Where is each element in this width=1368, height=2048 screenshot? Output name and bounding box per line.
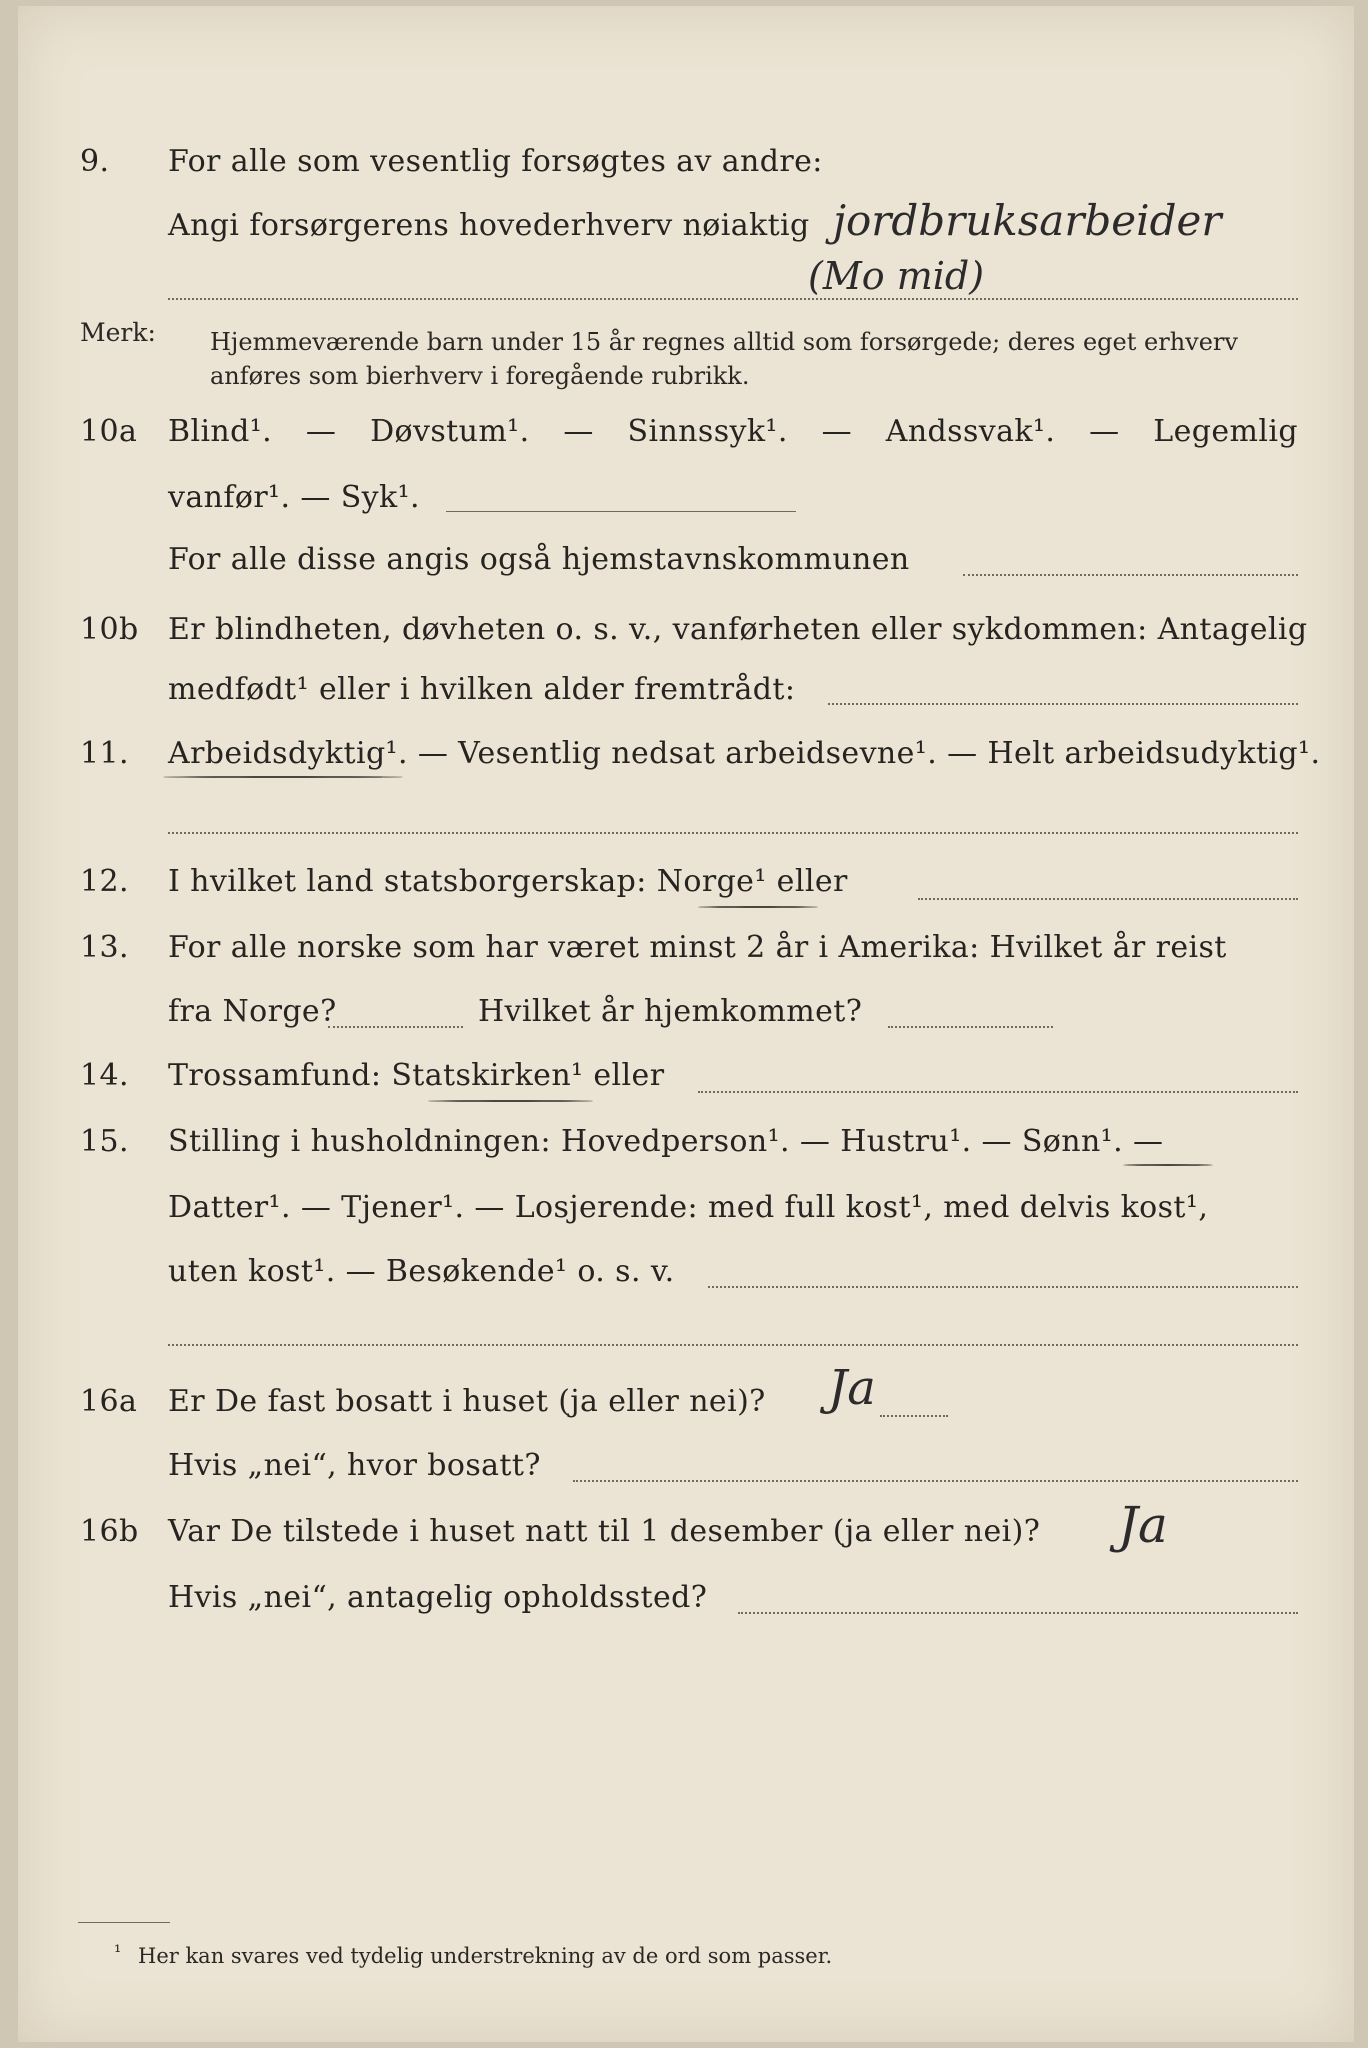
- dash: —: [821, 414, 852, 449]
- question-number: 10b: [80, 612, 139, 647]
- footnote-text: Her kan svares ved tydelig understrekning av de ord som passer.: [138, 1944, 833, 1968]
- question-text: Hvilket år hjemkommet?: [478, 994, 863, 1029]
- question-number: 11.: [80, 736, 129, 771]
- answer-line: [168, 298, 1298, 300]
- census-form-page: [18, 6, 1354, 2042]
- question-text: For alle norske som har været minst 2 år i Amerika: Hvilket år reist: [168, 930, 1227, 965]
- question-text: Er De fast bosatt i huset (ja eller nei)?: [168, 1384, 766, 1419]
- question-text: fra Norge?: [168, 994, 337, 1029]
- question-text: Er blindheten, døvheten o. s. v., vanførheten eller sykdommen: Antagelig: [168, 612, 1308, 647]
- underline-mark: [428, 1100, 593, 1102]
- underline-mark: [698, 906, 818, 908]
- answer-line: [328, 1026, 463, 1028]
- answer-line: [698, 1091, 1298, 1093]
- option-physically: Legemlig: [1153, 414, 1298, 449]
- question-text: medfødt¹ eller i hvilken alder fremtrådt:: [168, 672, 796, 707]
- answer-line: [738, 1612, 1298, 1614]
- footnote-mark: ¹: [114, 1942, 122, 1963]
- question-number: 12.: [80, 864, 129, 899]
- handwritten-occupation: jordbruksarbeider: [833, 196, 1222, 245]
- question-number: 15.: [80, 1124, 129, 1159]
- answer-line: [828, 703, 1298, 705]
- question-number: 16b: [80, 1514, 139, 1549]
- question-text: For alle disse angis også hjemstavnskommunen: [168, 542, 910, 577]
- question-text: vanfør¹. — Syk¹.: [168, 480, 420, 515]
- handwritten-answer: Ja: [828, 1360, 876, 1416]
- question-number: 9.: [80, 144, 110, 179]
- question-text: Arbeidsdyktig¹. — Vesentlig nedsat arbeidsevne¹. — Helt arbeidsudyktig¹.: [168, 736, 1321, 771]
- note-label: Merk:: [80, 318, 156, 347]
- question-text: I hvilket land statsborgerskap: Norge¹ eller: [168, 864, 848, 899]
- answer-line: [573, 1480, 1298, 1482]
- footnote-rule: [78, 1922, 170, 1923]
- question-text: Angi forsørgerens hovederhverv nøiaktig: [168, 208, 810, 243]
- question-text: uten kost¹. — Besøkende¹ o. s. v.: [168, 1254, 675, 1289]
- answer-line: [708, 1286, 1298, 1288]
- dash: —: [563, 414, 594, 449]
- dash: —: [1089, 414, 1120, 449]
- answer-line: [888, 1026, 1053, 1028]
- answer-line: [918, 898, 1298, 900]
- answer-line: [446, 511, 796, 512]
- answer-line: [168, 832, 1298, 834]
- answer-line: [880, 1415, 948, 1417]
- option-blind: Blind¹.: [168, 414, 273, 449]
- option-mentally-disabled: Andssvak¹.: [885, 414, 1056, 449]
- question-number: 16a: [80, 1384, 138, 1419]
- question-number: 10a: [80, 414, 138, 449]
- handwritten-answer: Ja: [1118, 1496, 1168, 1554]
- dash: —: [305, 414, 337, 449]
- underline-mark: [1123, 1164, 1213, 1166]
- question-text: Trossamfund: Statskirken¹ eller: [168, 1058, 665, 1093]
- note-text: Hjemmeværende barn under 15 år regnes alltid som forsørgede; deres eget erhverv: [210, 328, 1238, 356]
- question-number: 13.: [80, 930, 129, 965]
- question-text: Stilling i husholdningen: Hovedperson¹. — Hustru¹. — Sønn¹. —: [168, 1124, 1164, 1159]
- question-number: 14.: [80, 1058, 129, 1093]
- answer-line: [168, 1344, 1298, 1346]
- question-text: Var De tilstede i huset natt til 1 desember (ja eller nei)?: [168, 1514, 1041, 1549]
- option-insane: Sinnssyk¹.: [627, 414, 788, 449]
- disability-options: [168, 414, 1298, 449]
- handwritten-note: (Mo mid): [808, 254, 985, 298]
- question-text: Hvis „nei“, antagelig opholdssted?: [168, 1580, 708, 1615]
- option-deafmute: Døvstum¹.: [370, 414, 530, 449]
- answer-line: [963, 574, 1298, 576]
- note-text: anføres som bierhverv i foregående rubrikk.: [210, 362, 750, 390]
- question-text: For alle som vesentlig forsøgtes av andre:: [168, 144, 823, 179]
- question-text: Datter¹. — Tjener¹. — Losjerende: med full kost¹, med delvis kost¹,: [168, 1190, 1209, 1225]
- question-text: Hvis „nei“, hvor bosatt?: [168, 1448, 541, 1483]
- underline-mark: [163, 776, 403, 778]
